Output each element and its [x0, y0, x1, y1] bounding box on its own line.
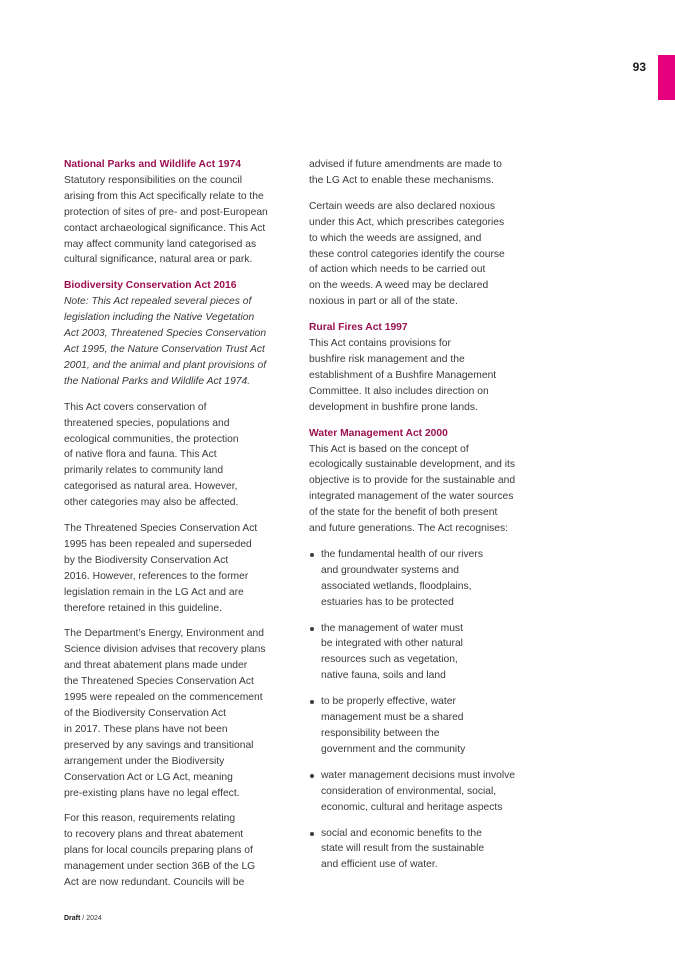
section-heading-biodiversity: Biodiversity Conservation Act 2016: [64, 280, 237, 292]
biodiversity-paragraph-2: The Threatened Species Conservation Act 1995 has been repealed and superseded by the Biodiversity Conservation Act 2016. However, references to the former legislation remain in the LG Act and are therefore retained in this guideline.: [64, 523, 258, 614]
list-item: the fundamental health of our rivers and groundwater systems and associated wetlands, floodplains, estuaries has to be protected: [309, 547, 533, 611]
weeds-paragraph: Certain weeds are also declared noxious under this Act, which prescribes categories to which the weeds are assigned, and these control categories identify the course of action which needs to be carried out on the weeds. A weed may be declared noxious in part or all of the state.: [309, 200, 505, 308]
biodiversity-paragraph-1: This Act covers conservation of threatened species, populations and ecological communities, the protection of native flora and fauna. This Act primarily relates to community land categorised as natural area. However, other categories may also be affected.: [64, 401, 239, 509]
footer-status: Draft: [64, 915, 81, 922]
page-accent-tab: [658, 55, 675, 100]
left-column: [64, 157, 286, 901]
footer-separator: /: [80, 915, 87, 922]
rural-fires-body: This Act contains provisions for bushfire risk management and the establishment of a Bushfire Management Committee. It also includes direction on development in bushfire prone lands.: [309, 338, 497, 413]
section-heading-water-management: Water Management Act 2000: [309, 427, 448, 439]
biodiversity-paragraph-3: The Department’s Energy, Environment and Science division advises that recovery plans and threat abatement plans made under the Threatened Species Conservation Act 1995 were repealed on the commencement of the Biodiversity Conservation Act in 2017. These plans have not been preserved by any savings and transitional arrangement under the Biodiversity Conservation Act or LG Act, meaning pre-existing plans have no legal effect.: [64, 628, 266, 799]
page-footer: [64, 915, 102, 922]
water-management-body: This Act is based on the concept of ecologically sustainable development, and its objective is to provide for the sustainable and integrated management of the water sources of the state for the benefit of both present and future generations. The Act recognises:: [309, 443, 516, 535]
biodiversity-note: Note: This Act repealed several pieces of legislation including the Native Vegetation Act 2003, Threatened Species Conservation Act 1995, the Nature Conservation Trust Act 2001, and the animal and plant provisions of the National Parks and Wildlife Act 1974.: [64, 296, 267, 387]
biodiversity-paragraph-4: For this reason, requirements relating to recovery plans and threat abatement plans for local councils preparing plans of management under section 36B of the LG Act are now redundant. Councils will be: [64, 813, 256, 889]
water-management-list: [309, 547, 533, 873]
list-item: water management decisions must involve consideration of environmental, social, economic, cultural and heritage aspects: [309, 768, 533, 816]
continued-paragraph: advised if future amendments are made to the LG Act to enable these mechanisms.: [309, 159, 502, 186]
national-parks-body: Statutory responsibilities on the council arising from this Act specifically relate to the protection of sites of pre- and post-European contact archaeological significance. This Act may affect community land categorised as cultural significance, natural area or park.: [64, 174, 268, 266]
footer-year: 2024: [86, 915, 102, 922]
right-column: [309, 157, 533, 883]
page-number: 93: [632, 60, 646, 74]
list-item: to be properly effective, water management must be a shared responsibility between the government and the community: [309, 694, 533, 758]
section-heading-rural-fires: Rural Fires Act 1997: [309, 322, 408, 334]
section-heading-national-parks: National Parks and Wildlife Act 1974: [64, 159, 241, 170]
list-item: social and economic benefits to the state will result from the sustainable and efficient use of water.: [309, 826, 533, 874]
list-item: the management of water must be integrated with other natural resources such as vegetation, native fauna, soils and land: [309, 621, 533, 685]
